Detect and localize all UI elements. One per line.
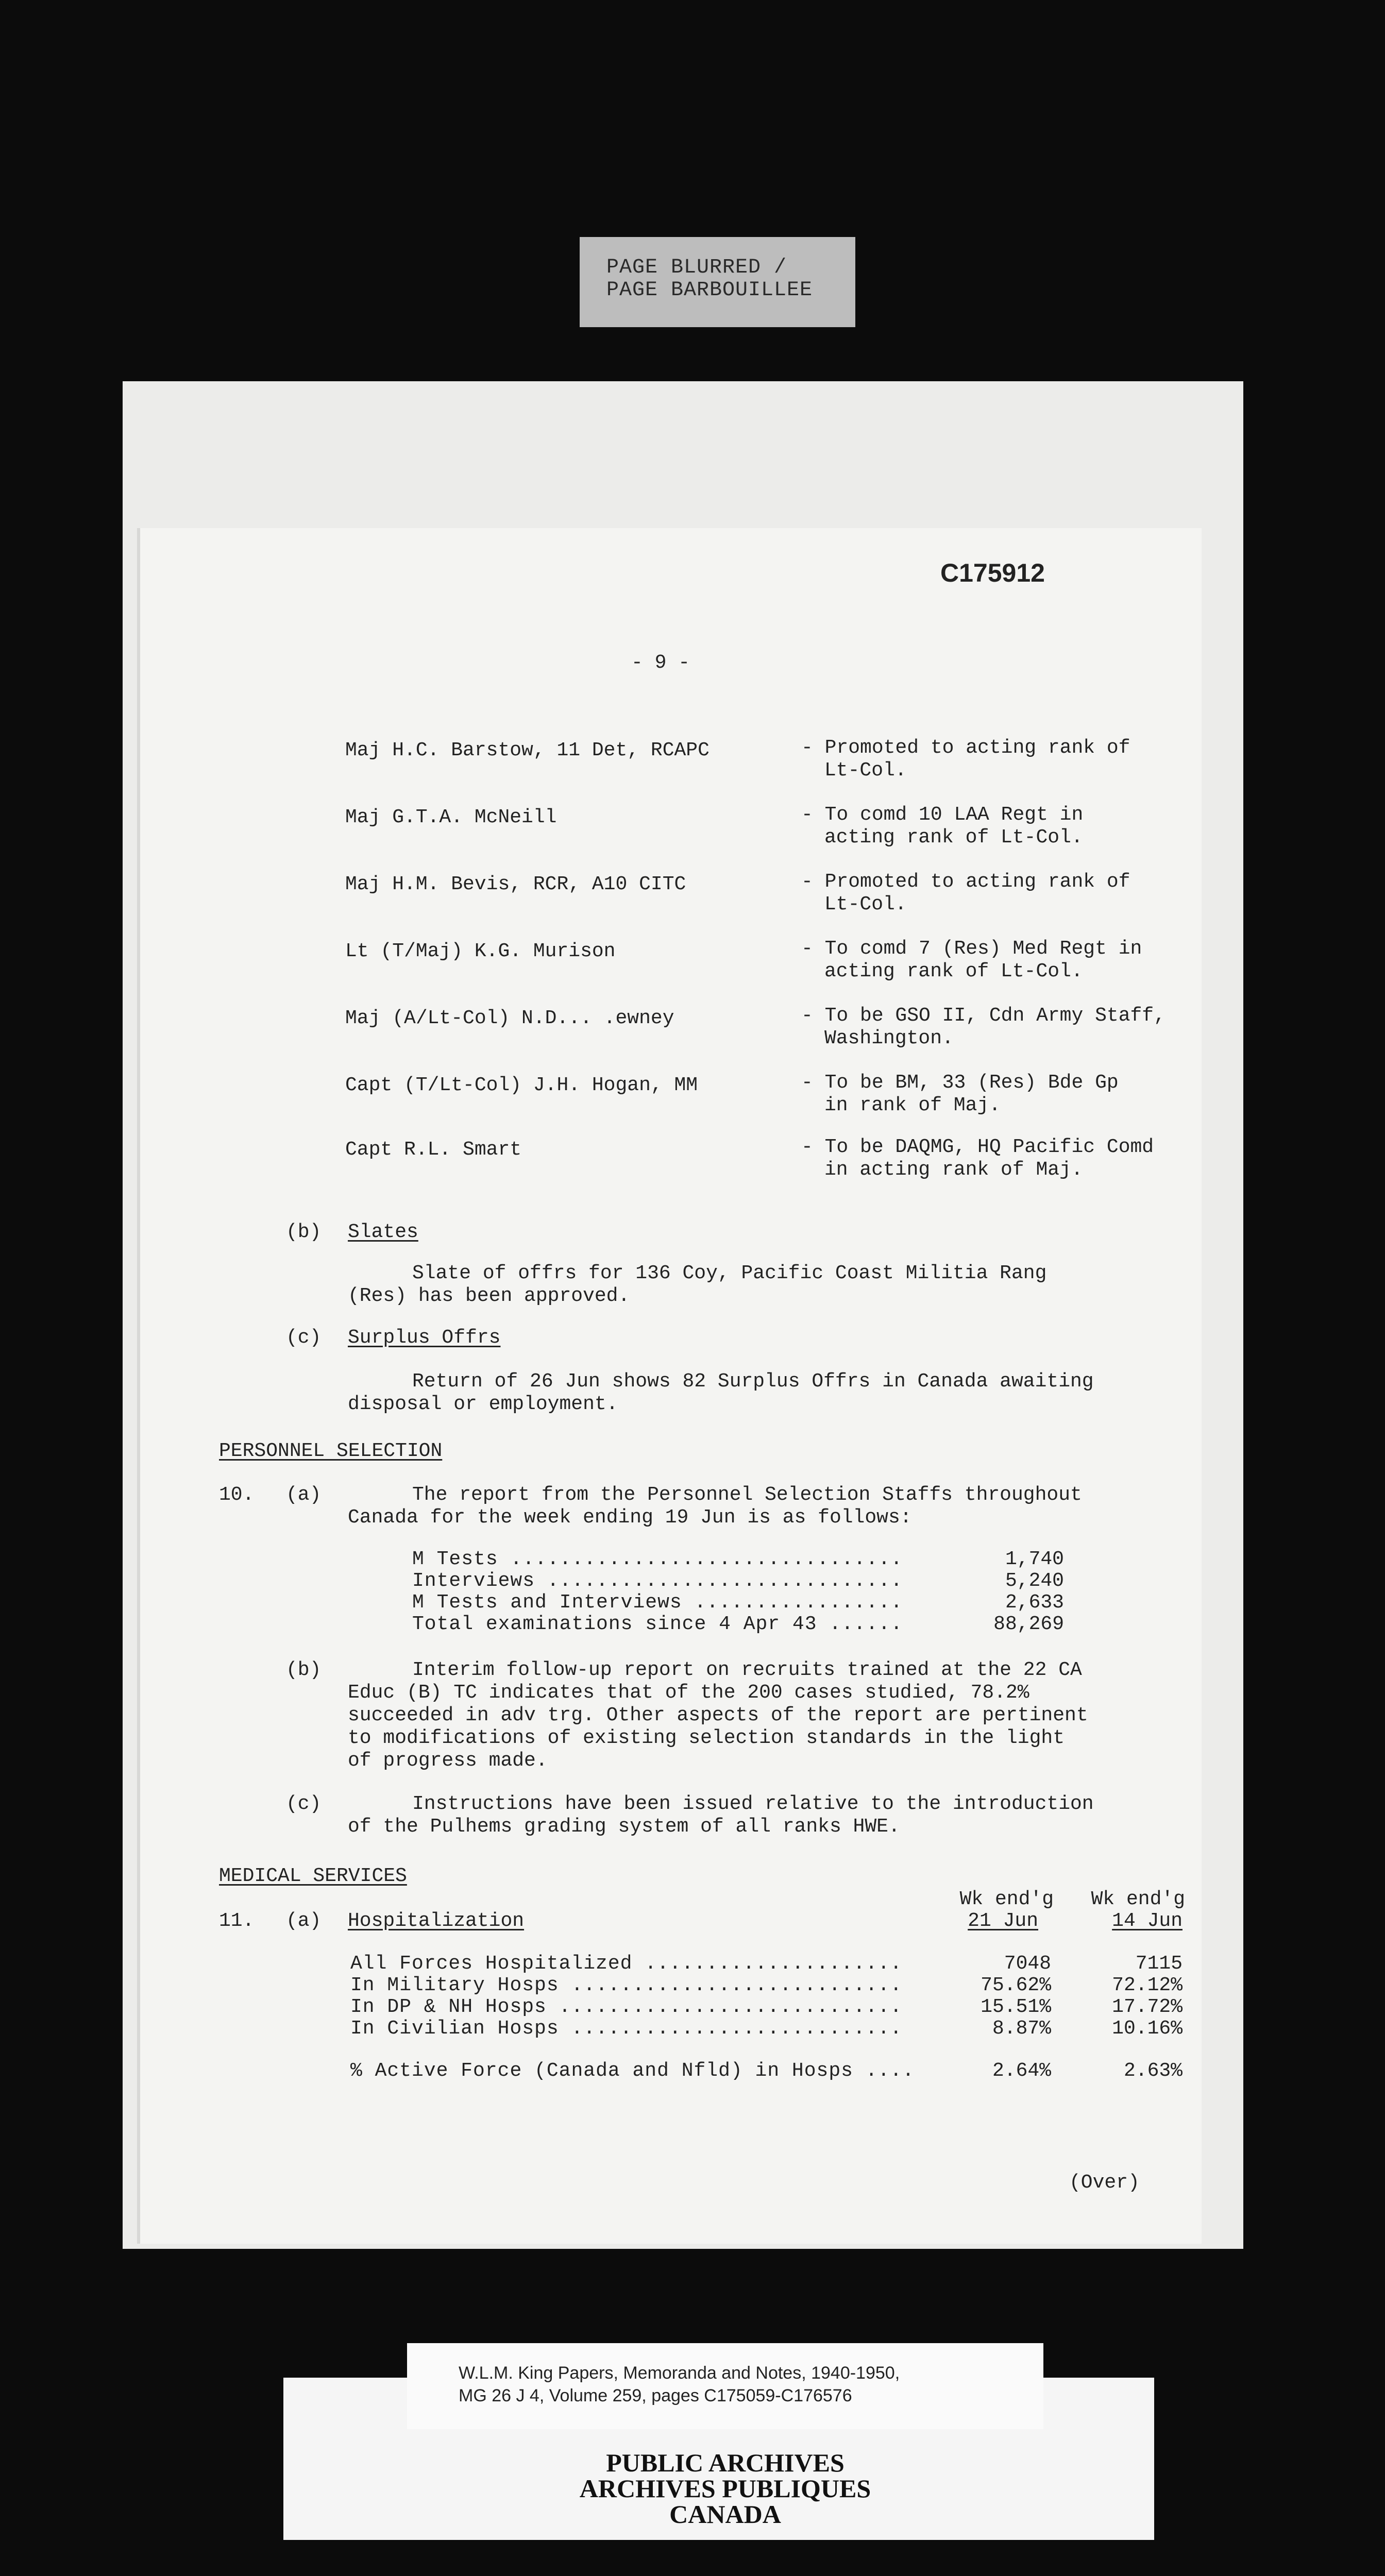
test-row-value: 5,240 [1005,1570,1064,1592]
appointment-name: Capt (T/Lt-Col) J.H. Hogan, MM [345,1074,698,1096]
hosp-row-value: 15.51% [981,1996,1051,2018]
paragraph-number: 11. [219,1910,255,1932]
hosp-row-value: 7048 [1004,1953,1051,1975]
appointment-action-cont: Lt-Col. [824,759,907,782]
appointment-action-cont: Lt-Col. [824,893,907,916]
paragraph-number: 10. [219,1484,255,1506]
section-title-hospitalization: Hospitalization [348,1910,525,1932]
column-header: Wk end'g [959,1888,1054,1910]
stamp-line-2: PAGE BARBOUILLEE [606,279,813,302]
appointment-action-cont: Washington. [824,1027,954,1049]
section-heading-personnel: PERSONNEL SELECTION [219,1440,443,1462]
appointment-action-cont: acting rank of Lt-Col. [824,826,1083,849]
appointment-action: - Promoted to acting rank of [801,871,1130,893]
appointment-action-cont: acting rank of Lt-Col. [824,960,1083,982]
paragraph-line: to modifications of existing selection standards in the light [348,1727,1065,1749]
appointment-action: - To be BM, 33 (Res) Bde Gp [801,1072,1119,1094]
paragraph-line: (Res) has been approved. [348,1285,630,1307]
paragraph-line: Return of 26 Jun shows 82 Surplus Offrs in Canada awaiting [412,1370,1094,1393]
appointment-action-cont: in rank of Maj. [824,1094,1001,1116]
paragraph-line: of the Pulhems grading system of all ranks HWE. [348,1816,900,1838]
archive-name-fr: ARCHIVES PUBLIQUES [579,2474,871,2503]
section-title-slates: Slates [348,1221,418,1243]
paragraph-line: Slate of offrs for 136 Coy, Pacific Coast Militia Rang [412,1262,1047,1284]
test-row-label: Total examinations since 4 Apr 43 ...... [412,1613,903,1635]
active-force-label: % Active Force (Canada and Nfld) in Hosps .... [350,2060,915,2082]
item-label: (b) [286,1221,322,1243]
item-label: (c) [286,1327,322,1349]
appointment-action: - Promoted to acting rank of [801,737,1130,759]
citation-line-1: W.L.M. King Papers, Memoranda and Notes, 1940-1950, [459,2363,900,2383]
appointment-action-cont: in acting rank of Maj. [824,1159,1083,1181]
paragraph-line: Canada for the week ending 19 Jun is as follows: [348,1506,912,1529]
test-row-label: Interviews ............................. [412,1570,903,1592]
over-note: (Over) [1069,2172,1140,2194]
appointment-action: - To be DAQMG, HQ Pacific Comd [801,1136,1154,1158]
item-label: (b) [286,1659,322,1681]
item-label: (c) [286,1793,322,1815]
column-header: Wk end'g [1091,1888,1185,1910]
appointment-name: Lt (T/Maj) K.G. Murison [345,940,616,962]
archive-banner [407,2429,1043,2540]
paragraph-line: Instructions have been issued relative to the introduction [412,1793,1094,1815]
test-row-label: M Tests ................................ [412,1548,903,1570]
archive-country: CANADA [669,2500,781,2529]
hosp-row-value: 10.16% [1112,2018,1183,2040]
appointment-action: - To be GSO II, Cdn Army Staff, [801,1005,1166,1027]
hosp-row-value: 8.87% [992,2018,1051,2040]
column-header: 14 Jun [1112,1910,1183,1932]
page-number: - 9 - [631,652,690,674]
document-number: C175912 [940,558,1045,587]
hosp-row-value: 17.72% [1112,1996,1183,2018]
appointment-name: Maj H.M. Bevis, RCR, A10 CITC [345,873,686,895]
appointment-name: Maj (A/Lt-Col) N.D... .ewney [345,1007,674,1029]
column-header: 21 Jun [968,1910,1038,1932]
test-row-value: 2,633 [1005,1591,1064,1614]
archive-name-en: PUBLIC ARCHIVES [606,2448,844,2477]
hosp-row-label: In Civilian Hosps ........................... [350,2018,903,2040]
section-title-surplus: Surplus Offrs [348,1327,501,1349]
appointment-action: - To comd 7 (Res) Med Regt in [801,938,1142,960]
paragraph-line: succeeded in adv trg. Other aspects of the report are pertinent [348,1704,1088,1726]
hosp-row-value: 75.62% [981,1974,1051,1996]
appointment-name: Maj H.C. Barstow, 11 Det, RCAPC [345,739,710,761]
appointment-action: - To comd 10 LAA Regt in [801,804,1084,826]
paragraph-line: disposal or employment. [348,1393,618,1415]
hosp-row-label: In Military Hosps ........................... [350,1974,903,1996]
paragraph-line: The report from the Personnel Selection Staffs throughout [412,1484,1082,1506]
hosp-row-value: 7115 [1135,1953,1183,1975]
appointment-name: Maj G.T.A. McNeill [345,806,557,828]
section-heading-medical: MEDICAL SERVICES [219,1865,407,1887]
item-label: (a) [286,1484,322,1506]
paragraph-line: of progress made. [348,1750,548,1772]
stamp-line-1: PAGE BLURRED / [606,256,787,279]
hosp-row-value: 72.12% [1112,1974,1183,1996]
paragraph-line: Interim follow-up report on recruits trained at the 22 CA [412,1659,1082,1681]
page-blurred-stamp [580,237,855,327]
item-label: (a) [286,1910,322,1932]
appointment-name: Capt R.L. Smart [345,1139,522,1161]
active-force-value: 2.63% [1123,2060,1183,2082]
test-row-label: M Tests and Interviews ................. [412,1591,903,1614]
hosp-row-label: All Forces Hospitalized ..................... [350,1953,903,1975]
paragraph-line: Educ (B) TC indicates that of the 200 cases studied, 78.2% [348,1682,1029,1704]
hosp-row-label: In DP & NH Hosps ............................ [350,1996,903,2018]
active-force-value: 2.64% [992,2060,1051,2082]
citation-line-2: MG 26 J 4, Volume 259, pages C175059-C176576 [459,2386,852,2405]
test-row-value: 88,269 [993,1613,1064,1635]
archive-citation-label [407,2343,1043,2444]
test-row-value: 1,740 [1005,1548,1064,1570]
